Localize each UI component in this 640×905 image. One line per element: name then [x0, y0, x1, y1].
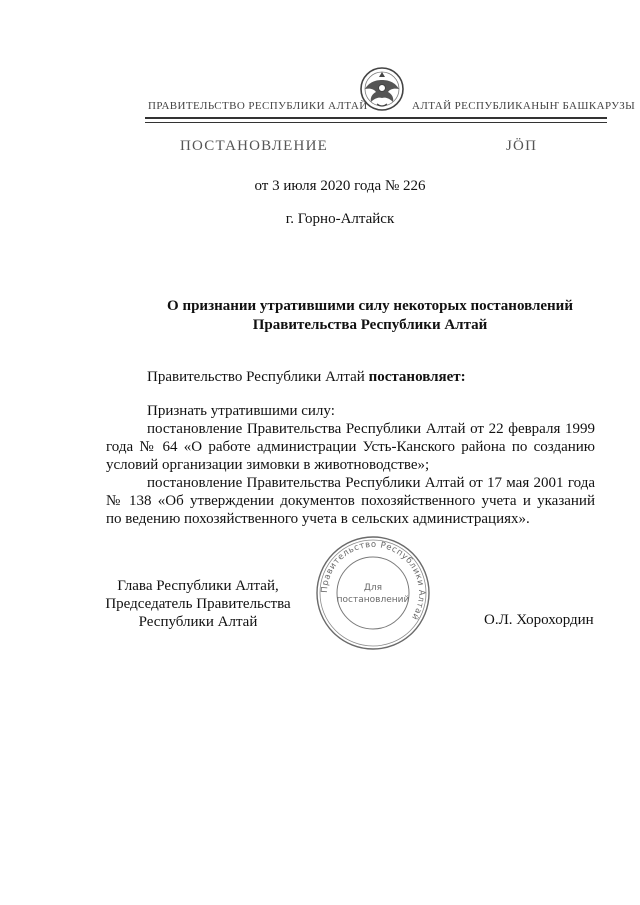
title-line-2: Правительства Республики Алтай: [252, 317, 488, 333]
signatory-name: О.Л. Хорохордин: [484, 612, 594, 628]
intro-paragraph: [147, 368, 466, 386]
paragraph-1: Признать утратившими силу:: [147, 403, 335, 419]
doc-type-alt: ЈӦП: [506, 138, 538, 154]
stamp-inner-line-1: Для: [363, 583, 383, 593]
signature-line-2: Председатель Правительства: [105, 596, 291, 612]
paragraph-2-line-1: постановление Правительства Республики Алтай от 22 февраля 1999: [147, 421, 595, 437]
intro-text: Правительство Республики Алтай: [147, 369, 369, 385]
stamp-ring-text: Правительство Республики Алтай: [319, 539, 427, 622]
doc-type-ru: ПОСТАНОВЛЕНИЕ: [180, 138, 328, 154]
stamp-inner-line-2: постановлений: [336, 595, 410, 605]
stamp-outer-ring: [317, 537, 429, 649]
signature-block: [98, 577, 298, 631]
stamp-inner-ring: [337, 557, 409, 629]
signature-line-1: Глава Республики Алтай,: [117, 578, 279, 594]
paragraph-3-line-1: постановление Правительства Республики Алтай от 17 мая 2001 года: [147, 475, 595, 491]
title-line-1: О признании утратившими силу некоторых постановлений: [167, 298, 573, 314]
header-right-name: АЛТАЙ РЕСПУБЛИКАНЫҤ БАШКАРУЗЫ: [412, 100, 636, 112]
intro-bold: постановляет:: [368, 369, 466, 385]
paragraph-3-line-2: № 138 «Об утверждении документов похозяйственного учета и указаний: [106, 493, 595, 509]
header-rule-thin: [145, 122, 607, 123]
paragraph-3-line-3: по ведению похозяйственного учета в сельских администрациях».: [106, 511, 530, 527]
date-line: от 3 июля 2020 года № 226: [254, 178, 426, 194]
paragraph-2-line-2: года № 64 «О работе администрации Усть-Канского района по созданию: [106, 439, 595, 455]
city-line: г. Горно-Алтайск: [285, 211, 395, 227]
official-stamp: [313, 533, 433, 653]
stamp-graphic: [313, 533, 433, 653]
header-rule-thick: [145, 117, 607, 119]
signature-line-3: Республики Алтай: [138, 614, 258, 630]
header-left-name: ПРАВИТЕЛЬСТВО РЕСПУБЛИКИ АЛТАЙ: [148, 100, 368, 112]
paragraph-2-line-3: условий организации зимовки в животноводстве»;: [106, 457, 430, 473]
document-title: [100, 297, 640, 335]
stamp-mid-ring: [320, 540, 426, 646]
